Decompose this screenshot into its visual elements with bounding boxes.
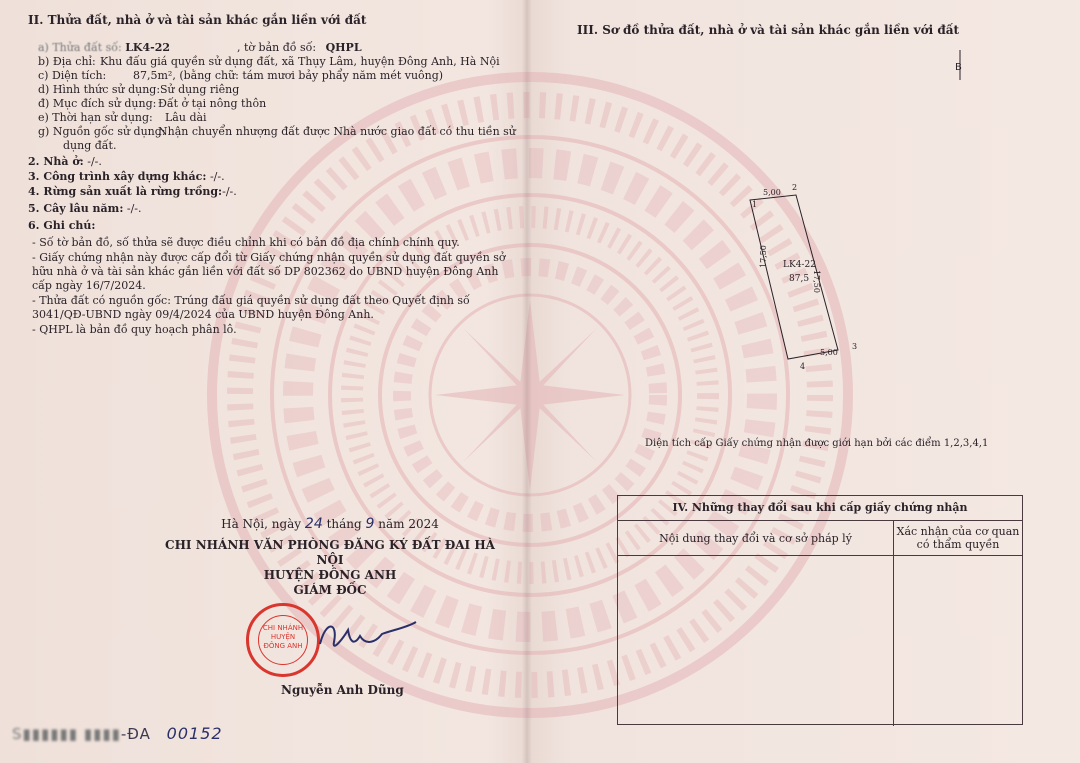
issue-day: 24 xyxy=(304,516,323,532)
other-construction-row xyxy=(28,170,225,184)
perennial-row xyxy=(28,202,142,216)
bottom-length: 5,00 xyxy=(820,348,838,357)
lot-area: 87,5 xyxy=(789,274,810,284)
serial-code: -ĐA xyxy=(120,725,151,743)
notes-label: 6. Ghi chú: xyxy=(28,219,96,232)
other-construction-label: 3. Công trình xây dựng khác: xyxy=(28,170,207,183)
area-row xyxy=(38,69,443,83)
house-label: 2. Nhà ở: xyxy=(28,155,84,168)
note-line: - Thửa đất có nguồn gốc: Trúng đấu giá quyền sử dụng đất theo Quyết định số xyxy=(32,294,470,307)
origin-value: Nhận chuyển nhượng đất được Nhà nước giao đất có thu tiền sử xyxy=(158,125,516,138)
point-4: 4 xyxy=(800,362,806,371)
lot-label: LK4-22 xyxy=(783,260,816,270)
house-row xyxy=(28,155,102,169)
usage-purpose-row xyxy=(38,97,266,111)
left-length: 17,50 xyxy=(759,245,768,268)
forest-value: -/-. xyxy=(222,185,237,198)
usage-term-row xyxy=(38,111,207,125)
changes-table-body xyxy=(618,556,1022,726)
usage-term-value: Lâu dài xyxy=(165,111,207,124)
map-sheet-value: QHPL xyxy=(325,41,362,54)
forest-row xyxy=(28,185,237,199)
changes-col-confirmation: Xác nhận của cơ quan có thẩm quyền xyxy=(896,525,1020,551)
address-row xyxy=(38,55,500,69)
note-line: hữu nhà ở và tài sản khác gắn liền với đất số DP 802362 do UBND huyện Đông Anh xyxy=(32,265,499,278)
left-page xyxy=(0,0,522,763)
usage-purpose-label: đ) Mục đích sử dụng: xyxy=(38,97,157,110)
right-length: 17,50 xyxy=(812,270,821,293)
note-line: - QHPL là bản đồ quy hoạch phân lô. xyxy=(32,323,237,336)
point-1: 1 xyxy=(752,200,758,209)
changes-table-header xyxy=(618,521,1022,556)
changes-table-title: IV. Những thay đổi sau khi cấp giấy chứng nhận xyxy=(618,496,1022,521)
note-line: cấp ngày 16/7/2024. xyxy=(32,279,146,292)
top-length: 5,00 xyxy=(763,188,781,197)
section-ii-title: II. Thửa đất, nhà ở và tài sản khác gắn liền với đất xyxy=(28,13,367,27)
map-sheet-label: , tờ bản đồ số: xyxy=(237,41,317,54)
changes-confirmation-cell xyxy=(894,556,1022,726)
perennial-value: -/-. xyxy=(126,202,142,215)
certificate-serial: S▮▮▮▮▮▮ ▮▮▮▮-ĐA 00152 xyxy=(12,724,223,743)
changes-table xyxy=(617,495,1023,725)
issue-month: 9 xyxy=(365,516,375,532)
signer-name: Nguyễn Anh Dũng xyxy=(281,683,404,697)
point-2: 2 xyxy=(792,183,798,192)
changes-content-cell xyxy=(618,556,894,726)
origin-row-continued: dụng đất. xyxy=(63,139,117,152)
seal-text: CHI NHÁNH HUYỆN ĐÔNG ANH xyxy=(258,615,308,665)
signature-block xyxy=(150,516,510,598)
issuing-office: CHI NHÁNH VĂN PHÒNG ĐĂNG KÝ ĐẤT ĐAI HÀ NỘI xyxy=(165,538,495,567)
usage-form-value: Sử dụng riêng xyxy=(160,83,240,96)
area-label: c) Diện tích: xyxy=(38,69,107,82)
changes-col-content: Nội dung thay đổi và cơ sở pháp lý xyxy=(618,521,894,555)
usage-purpose-value: Đất ở tại nông thôn xyxy=(158,97,267,110)
handwritten-signature xyxy=(312,612,422,662)
area-value: 87,5m², (bằng chữ: tám mươi bảy phẩy năm mét vuông) xyxy=(133,69,444,82)
forest-label: 4. Rừng sản xuất là rừng trồng: xyxy=(28,185,223,198)
north-arrow-icon xyxy=(957,50,963,80)
address-label: b) Địa chỉ: xyxy=(38,55,96,68)
serial-number: 00152 xyxy=(166,724,223,743)
parcel-number: LK4-22 xyxy=(125,41,171,54)
origin-label: g) Nguồn gốc sử dụng: xyxy=(38,125,166,138)
perennial-label: 5. Cây lâu năm: xyxy=(28,202,124,215)
issue-date: Hà Nội, ngày 24 tháng 9 năm 2024 xyxy=(221,516,439,532)
point-3: 3 xyxy=(852,342,858,351)
house-value: -/-. xyxy=(87,155,102,168)
parcel-number-label: a) Thửa đất số: xyxy=(38,41,122,54)
page-fold xyxy=(522,0,532,763)
origin-row xyxy=(38,125,516,139)
other-construction-value: -/-. xyxy=(209,170,225,183)
issuing-office-district: HUYỆN ĐÔNG ANH xyxy=(263,568,397,582)
land-parcel-row xyxy=(38,41,362,55)
address-value: Khu đấu giá quyền sử dụng đất, xã Thụy Lâm, huyện Đông Anh, Hà Nội xyxy=(100,55,500,68)
note-line: - Giấy chứng nhận này được cấp đổi từ Giấy chứng nhận quyền sử dụng đất quyền sở xyxy=(32,251,506,264)
official-seal xyxy=(246,603,320,677)
north-mark: B xyxy=(955,62,962,73)
note-line: 3041/QĐ-UBND ngày 09/4/2024 của UBND huyện Đông Anh. xyxy=(32,308,374,321)
usage-form-row xyxy=(38,83,239,97)
plot-caption: Diện tích cấp Giấy chứng nhận được giới hạn bởi các điểm 1,2,3,4,1 xyxy=(645,438,989,449)
section-iii-title: III. Sơ đồ thửa đất, nhà ở và tài sản khác gắn liền với đất xyxy=(577,23,960,37)
usage-form-label: d) Hình thức sử dụng: xyxy=(38,83,161,96)
note-line: - Số tờ bản đồ, số thửa sẽ được điều chỉnh khi có bản đồ địa chính chính quy. xyxy=(32,236,460,249)
usage-term-label: e) Thời hạn sử dụng: xyxy=(38,111,153,124)
signer-title: GIÁM ĐỐC xyxy=(293,583,367,597)
